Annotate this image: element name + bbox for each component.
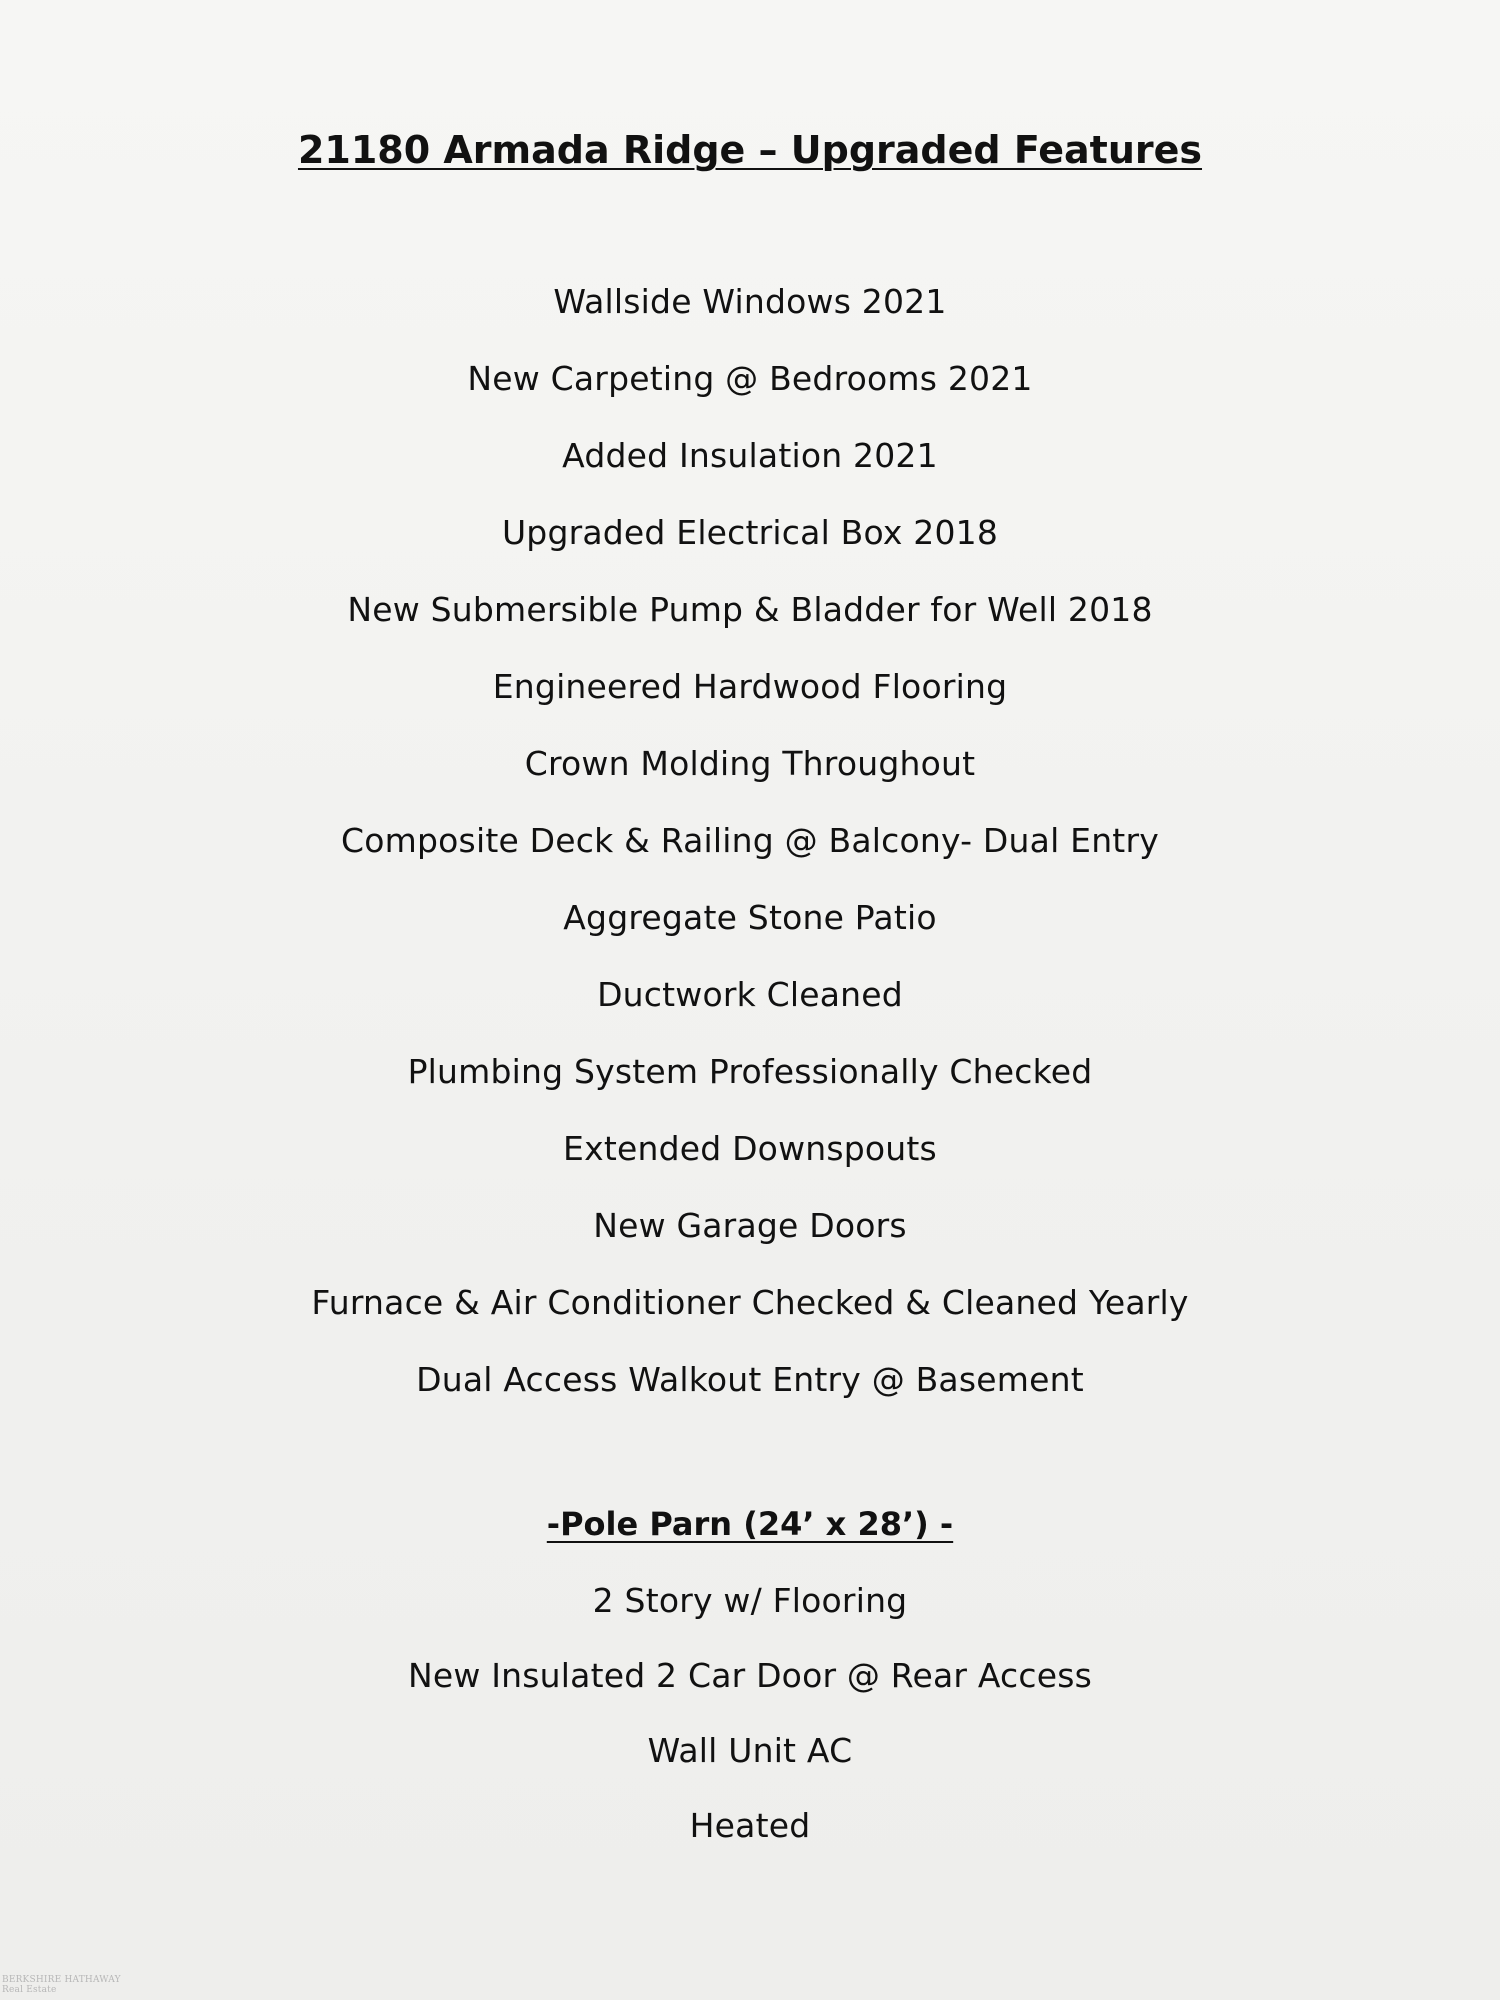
watermark-line-1: BERKSHIRE HATHAWAY bbox=[2, 1975, 121, 1986]
feature-item: New Garage Doors bbox=[593, 1206, 907, 1245]
feature-item: Aggregate Stone Patio bbox=[563, 898, 937, 937]
watermark-line-2: Real Estate bbox=[2, 1985, 57, 1996]
feature-item: Upgraded Electrical Box 2018 bbox=[501, 513, 999, 552]
feature-item: Extended Downspouts bbox=[563, 1129, 937, 1168]
pole-barn-heading: -Pole Parn (24’ x 28’) - bbox=[546, 1505, 954, 1543]
feature-item: Wallside Windows 2021 bbox=[553, 282, 947, 321]
feature-item: New Carpeting @ Bedrooms 2021 bbox=[467, 359, 1033, 398]
feature-item: Composite Deck & Railing @ Balcony- Dual Entry bbox=[341, 821, 1159, 860]
document-title: 21180 Armada Ridge – Upgraded Features bbox=[297, 128, 1203, 172]
pole-barn-feature-item: Wall Unit AC bbox=[647, 1731, 853, 1770]
feature-item: Engineered Hardwood Flooring bbox=[492, 667, 1008, 706]
feature-item: Ductwork Cleaned bbox=[597, 975, 903, 1014]
pole-barn-feature-item: New Insulated 2 Car Door @ Rear Access bbox=[407, 1656, 1093, 1695]
pole-barn-feature-item: Heated bbox=[689, 1806, 811, 1845]
feature-item: Added Insulation 2021 bbox=[562, 436, 938, 475]
feature-item: New Submersible Pump & Bladder for Well 2018 bbox=[347, 590, 1153, 629]
feature-item: Plumbing System Professionally Checked bbox=[407, 1052, 1093, 1091]
pole-barn-feature-item: 2 Story w/ Flooring bbox=[592, 1581, 908, 1620]
brokerage-watermark bbox=[2, 1976, 121, 1996]
feature-item: Dual Access Walkout Entry @ Basement bbox=[416, 1360, 1084, 1399]
feature-item: Crown Molding Throughout bbox=[524, 744, 976, 783]
feature-item: Furnace & Air Conditioner Checked & Cleaned Yearly bbox=[311, 1283, 1189, 1322]
